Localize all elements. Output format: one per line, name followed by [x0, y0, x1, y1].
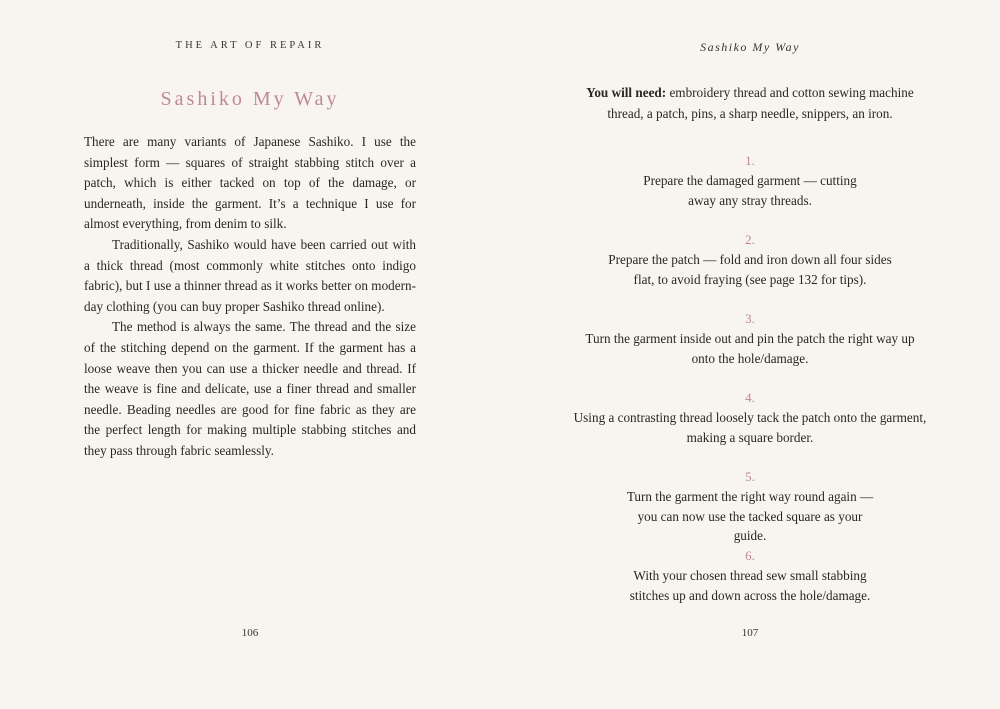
step-item: [555, 388, 945, 467]
right-page: [500, 0, 1000, 709]
step-text: With your chosen thread sew small stabbing stitches up and down across the hole/damage.: [629, 568, 871, 603]
step-text: Prepare the patch — fold and iron down all four sides flat, to avoid fraying (see page 132 for tips).: [608, 252, 892, 287]
materials-label: You will need:: [586, 85, 667, 100]
step-item: [555, 151, 945, 230]
step-text: Turn the garment inside out and pin the patch the right way up onto the hole/damage.: [585, 331, 915, 366]
step-number: 1.: [745, 153, 755, 168]
page-number-left: 106: [241, 627, 259, 639]
materials-list: [580, 83, 920, 124]
step-text: Using a contrasting thread loosely tack the patch onto the garment, making a square border.: [573, 410, 927, 445]
materials-text: embroidery thread and cotton sewing machine thread, a patch, pins, a sharp needle, snippers, an iron.: [607, 85, 914, 121]
step-item: [555, 309, 945, 388]
step-item: [555, 230, 945, 309]
steps-list: [555, 151, 945, 625]
step-number: 4.: [745, 390, 755, 405]
step-text: Prepare the damaged garment — cutting away any stray threads.: [643, 173, 857, 208]
page-number-right: 107: [741, 627, 759, 639]
step-number: 3.: [745, 311, 755, 326]
step-number: 6.: [745, 548, 755, 563]
paragraph: There are many variants of Japanese Sashiko. I use the simplest form — squares of straight stabbing stitch over a patch, which is either tacked on top of the damage, or underneath, inside the garment. It’s a technique I use for almost everything, from denim to silk.: [84, 134, 416, 232]
step-text: Turn the garment the right way round again — you can now use the tacked square as your guide.: [626, 489, 874, 544]
running-head-left: THE ART OF REPAIR: [175, 40, 325, 51]
body-text: [84, 132, 416, 462]
step-item: [555, 467, 945, 546]
running-head-right: Sashiko My Way: [700, 40, 800, 54]
step-number: 2.: [745, 232, 755, 247]
paragraph: Traditionally, Sashiko would have been carried out with a thick thread (most commonly white stitches onto indigo fabric), but I use a thinner thread as it works better on modern-day clothing (you can buy proper Sashiko thread online).: [84, 236, 416, 314]
chapter-title: Sashiko My Way: [160, 88, 340, 110]
step-number: 5.: [745, 469, 755, 484]
step-item: [555, 546, 945, 625]
paragraph: The method is always the same. The thread and the size of the stitching depend on the garment. If the garment has a loose weave then you can use a thicker needle and thread. If the weave is fine and delicate, use a finer thread and smaller needle. Beading needles are good for fine fabric as they are the perfect length for making multiple stabbing stitches and they pass through fabric seamlessly.: [84, 319, 416, 458]
